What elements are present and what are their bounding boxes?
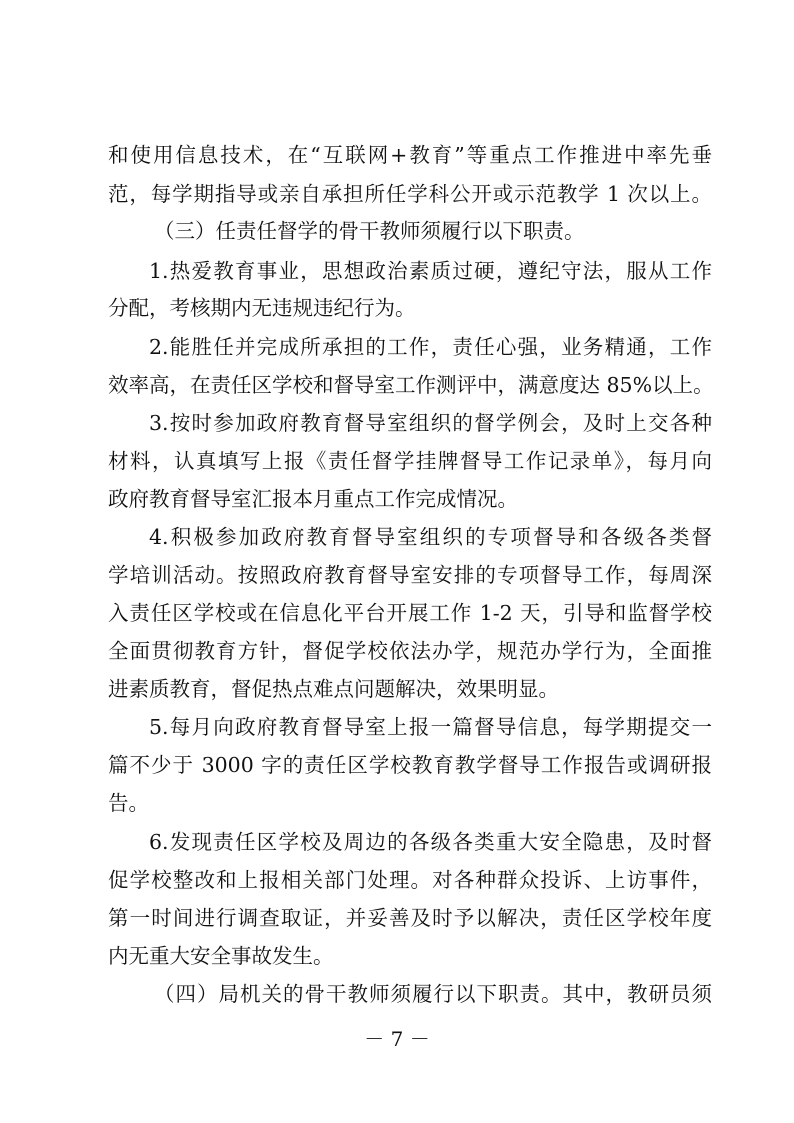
section-heading: （四）局机关的骨干教师须履行以下职责。其中，教研员须 bbox=[154, 982, 712, 1006]
text-line: 入责任区学校或在信息化平台开展工作 1-2 天，引导和监督学校 bbox=[108, 601, 712, 625]
text-line: 内无重大安全事故发生。 bbox=[108, 944, 334, 968]
section-heading: （三）任责任督学的骨干教师须履行以下职责。 bbox=[154, 219, 585, 243]
text-line: 范，每学期指导或亲自承担所任学科公开或示范教学 1 次以上。 bbox=[108, 182, 712, 206]
text-line: 政府教育督导室汇报本月重点工作完成情况。 bbox=[108, 487, 518, 511]
text-line: 分配，考核期内无违规违纪行为。 bbox=[108, 296, 416, 320]
page-number: － 7 － bbox=[364, 1027, 430, 1051]
text-line: 和使用信息技术，在“互联网+教育”等重点工作推进中率先垂 bbox=[108, 143, 712, 167]
text-line: 效率高，在责任区学校和督导室工作测评中，满意度达 85%以上。 bbox=[108, 373, 714, 397]
text-line: 4.积极参加政府教育督导室组织的专项督导和各级各类督 bbox=[149, 525, 712, 549]
text-line: 告。 bbox=[108, 791, 149, 815]
text-line: 1.热爱教育事业，思想政治素质过硬，遵纪守法，服从工作 bbox=[149, 259, 712, 283]
text-line: 5.每月向政府教育督导室上报一篇督导信息，每学期提交一 bbox=[149, 715, 712, 739]
text-line: 第一时间进行调查取证，并妥善及时予以解决，责任区学校年度 bbox=[108, 906, 712, 930]
text-line: 篇不少于 3000 字的责任区学校教育教学督导工作报告或调研报 bbox=[108, 753, 712, 777]
text-line: 3.按时参加政府教育督导室组织的督学例会，及时上交各种 bbox=[149, 411, 712, 435]
text-line: 促学校整改和上报相关部门处理。对各种群众投诉、上访事件， bbox=[108, 868, 712, 892]
text-line: 全面贯彻教育方针，督促学校依法办学，规范办学行为，全面推 bbox=[108, 639, 712, 663]
text-line: 学培训活动。按照政府教育督导室安排的专项督导工作，每周深 bbox=[108, 563, 712, 587]
text-line: 2.能胜任并完成所承担的工作，责任心强，业务精通，工作 bbox=[149, 335, 712, 359]
text-line: 材料，认真填写上报《责任督学挂牌督导工作记录单》，每月向 bbox=[108, 449, 712, 473]
text-line: 6.发现责任区学校及周边的各级各类重大安全隐患，及时督 bbox=[149, 830, 712, 854]
text-line: 进素质教育，督促热点难点问题解决，效果明显。 bbox=[108, 677, 559, 701]
